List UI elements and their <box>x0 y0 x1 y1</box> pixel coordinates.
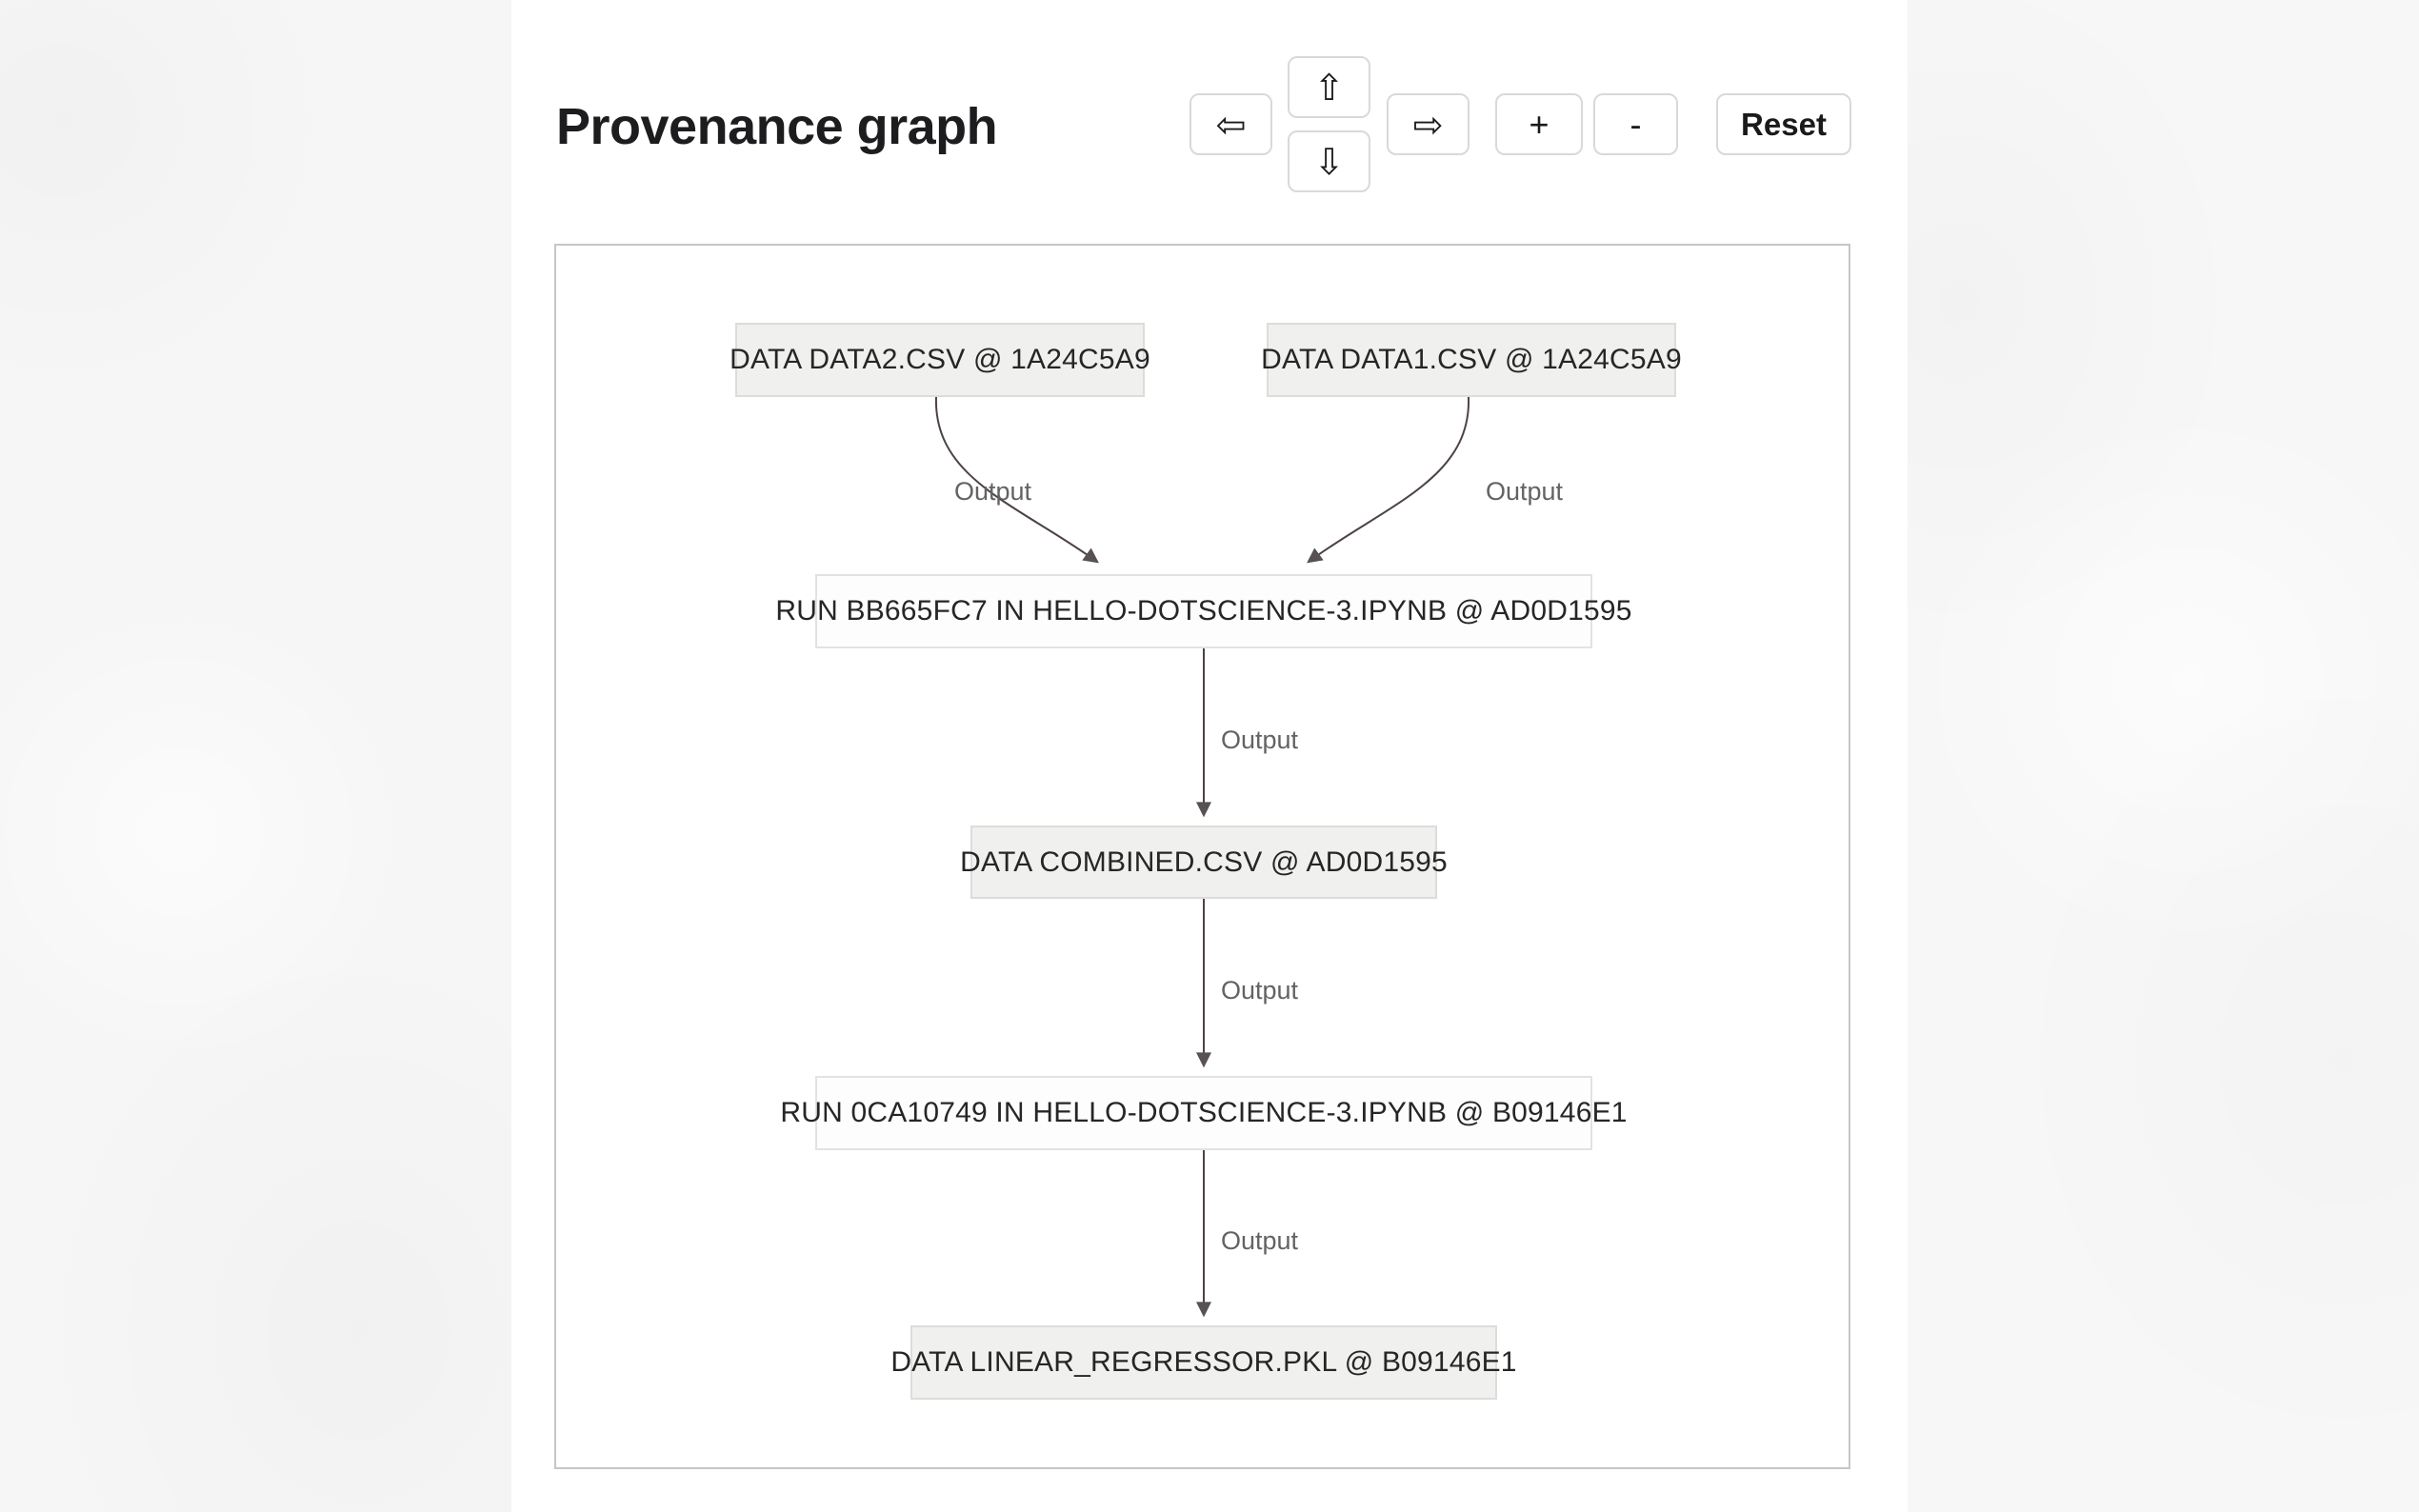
background-left-band <box>0 0 511 1512</box>
node-run-0ca10749[interactable]: RUN 0CA10749 IN HELLO-DOTSCIENCE-3.IPYNB @ B09146E1 <box>815 1076 1592 1150</box>
arrow-up-icon: ⇧ <box>1313 66 1345 109</box>
reset-button[interactable]: Reset <box>1716 93 1851 155</box>
node-data-data2-csv[interactable]: DATA DATA2.CSV @ 1A24C5A9 <box>735 323 1145 397</box>
arrow-down-icon: ⇩ <box>1313 140 1345 183</box>
edge-label-output: Output <box>1486 477 1564 506</box>
edge-label-output: Output <box>954 477 1032 506</box>
edge-label-output: Output <box>1221 976 1299 1005</box>
node-run-bb665fc7[interactable]: RUN BB665FC7 IN HELLO-DOTSCIENCE-3.IPYNB @ AD0D1595 <box>815 574 1592 648</box>
pan-right-button[interactable] <box>1387 93 1469 155</box>
arrow-right-icon: ⇨ <box>1412 103 1444 146</box>
edge-label-output: Output <box>1221 726 1299 754</box>
pan-left-button[interactable] <box>1190 93 1272 155</box>
page-title: Provenance graph <box>556 98 998 155</box>
zoom-out-button[interactable]: - <box>1593 93 1678 155</box>
background-right-band <box>1908 0 2419 1512</box>
node-data-linear-regressor-pkl[interactable]: DATA LINEAR_REGRESSOR.PKL @ B09146E1 <box>910 1325 1497 1400</box>
pan-down-button[interactable] <box>1288 130 1370 192</box>
graph-canvas[interactable] <box>554 244 1850 1469</box>
node-data-data1-csv[interactable]: DATA DATA1.CSV @ 1A24C5A9 <box>1267 323 1676 397</box>
edge-data1-run1 <box>1309 397 1469 562</box>
node-data-combined-csv[interactable]: DATA COMBINED.CSV @ AD0D1595 <box>970 826 1437 899</box>
pan-up-button[interactable] <box>1288 56 1370 118</box>
arrow-left-icon: ⇦ <box>1215 103 1247 146</box>
edge-label-output: Output <box>1221 1226 1299 1255</box>
zoom-in-button[interactable]: + <box>1495 93 1583 155</box>
